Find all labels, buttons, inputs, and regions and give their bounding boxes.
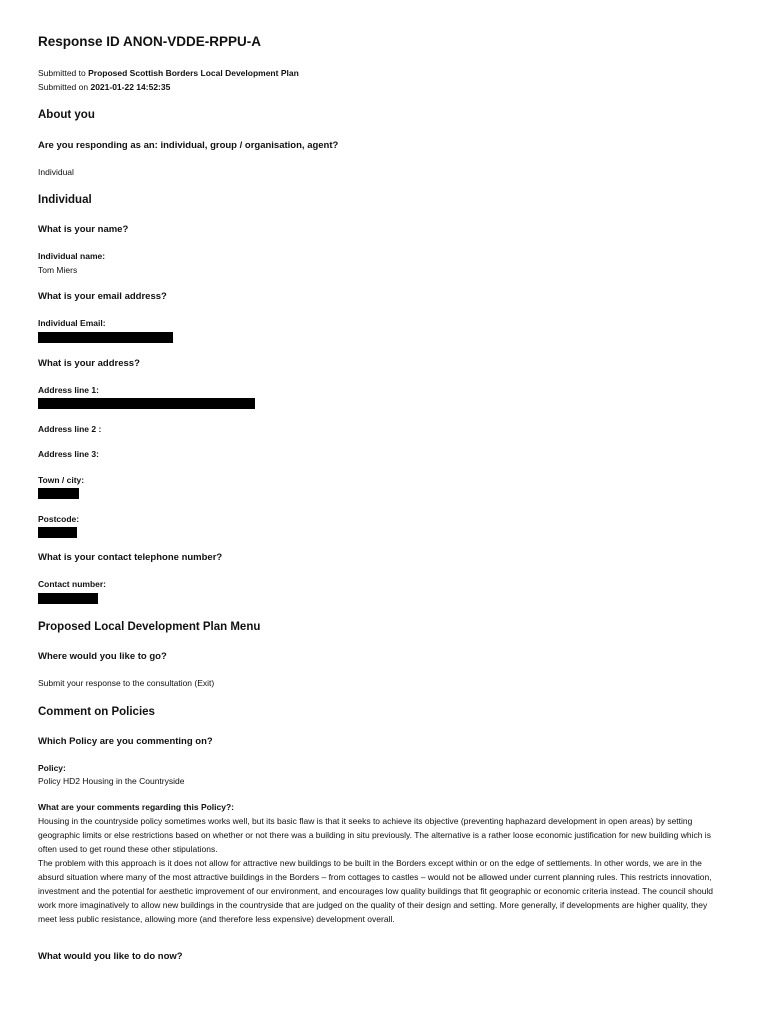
name-question: What is your name? (38, 224, 129, 235)
response-id-title: Response ID ANON-VDDE-RPPU-A (38, 34, 262, 49)
address2-label: Address line 2 : (38, 424, 102, 434)
submitted-on-value: 2021-01-22 14:52:35 (90, 82, 171, 92)
comments-paragraph-1: Housing in the countryside policy sometimes works well, but its basic flaw is that it seeks to achieve its objective (preventing haphazard development in open areas) by setting geographic limits or else restrictions based on whether or not there was a building in situ previously. The alternative is a rather loose economic justification for new building which is often used to get round these other stipulations. (38, 816, 711, 854)
policy-value: Policy HD2 Housing in the Countryside (38, 776, 185, 786)
comments-label: What are your comments regarding this Policy?: (38, 802, 235, 812)
submitted-to-label: Submitted to (38, 68, 86, 78)
menu-question: Where would you like to go? (38, 651, 167, 662)
submitted-to-line (38, 68, 299, 78)
email-redaction (38, 332, 173, 343)
address1-label: Address line 1: (38, 385, 99, 395)
about-heading: About you (38, 109, 95, 121)
address1-redaction (38, 398, 255, 409)
policy-label: Policy: (38, 763, 66, 773)
policies-heading: Comment on Policies (38, 706, 155, 718)
phone-redaction (38, 593, 98, 604)
postcode-label: Postcode: (38, 514, 80, 524)
town-redaction (38, 488, 79, 499)
next-question: What would you like to do now? (38, 951, 183, 962)
menu-answer: Submit your response to the consultation (Exit) (38, 678, 215, 688)
respondent-type-question: Are you responding as an: individual, group / organisation, agent? (38, 140, 339, 151)
email-label: Individual Email: (38, 318, 106, 328)
town-label: Town / city: (38, 475, 85, 485)
email-question: What is your email address? (38, 291, 167, 302)
name-label: Individual name: (38, 251, 106, 261)
menu-heading: Proposed Local Development Plan Menu (38, 621, 261, 633)
comments-paragraph-2: The problem with this approach is it does not allow for attractive new buildings to be built in the Borders except within or on the edge of settlements. In other words, we are in the absurd situation where many of the most attractive buildings in the Borders – from cottages to castles – would not be allowed under current planning rules. This restricts innovation, investment and the potential for aesthetic improvement of our environment, and encourages low quality buildings that fit geographic or economic criteria instead. The council should work more imaginatively to allow new buildings in the countryside that are judged on the quality of their design and setting. More generally, if developments are higher quality, they meet less public resistance, allowing more (and therefore less expensive) development overall. (38, 858, 714, 924)
submitted-to-value: Proposed Scottish Borders Local Development Plan (88, 68, 299, 78)
address-question: What is your address? (38, 358, 140, 369)
phone-question: What is your contact telephone number? (38, 552, 223, 563)
address3-label: Address line 3: (38, 449, 99, 459)
submitted-on-label: Submitted on (38, 82, 89, 92)
phone-label: Contact number: (38, 579, 106, 589)
policy-question: Which Policy are you commenting on? (38, 736, 213, 747)
name-value: Tom Miers (38, 265, 78, 275)
individual-heading: Individual (38, 194, 92, 206)
postcode-redaction (38, 527, 77, 538)
respondent-type-answer: Individual (38, 167, 74, 177)
submitted-on-line (38, 82, 170, 92)
